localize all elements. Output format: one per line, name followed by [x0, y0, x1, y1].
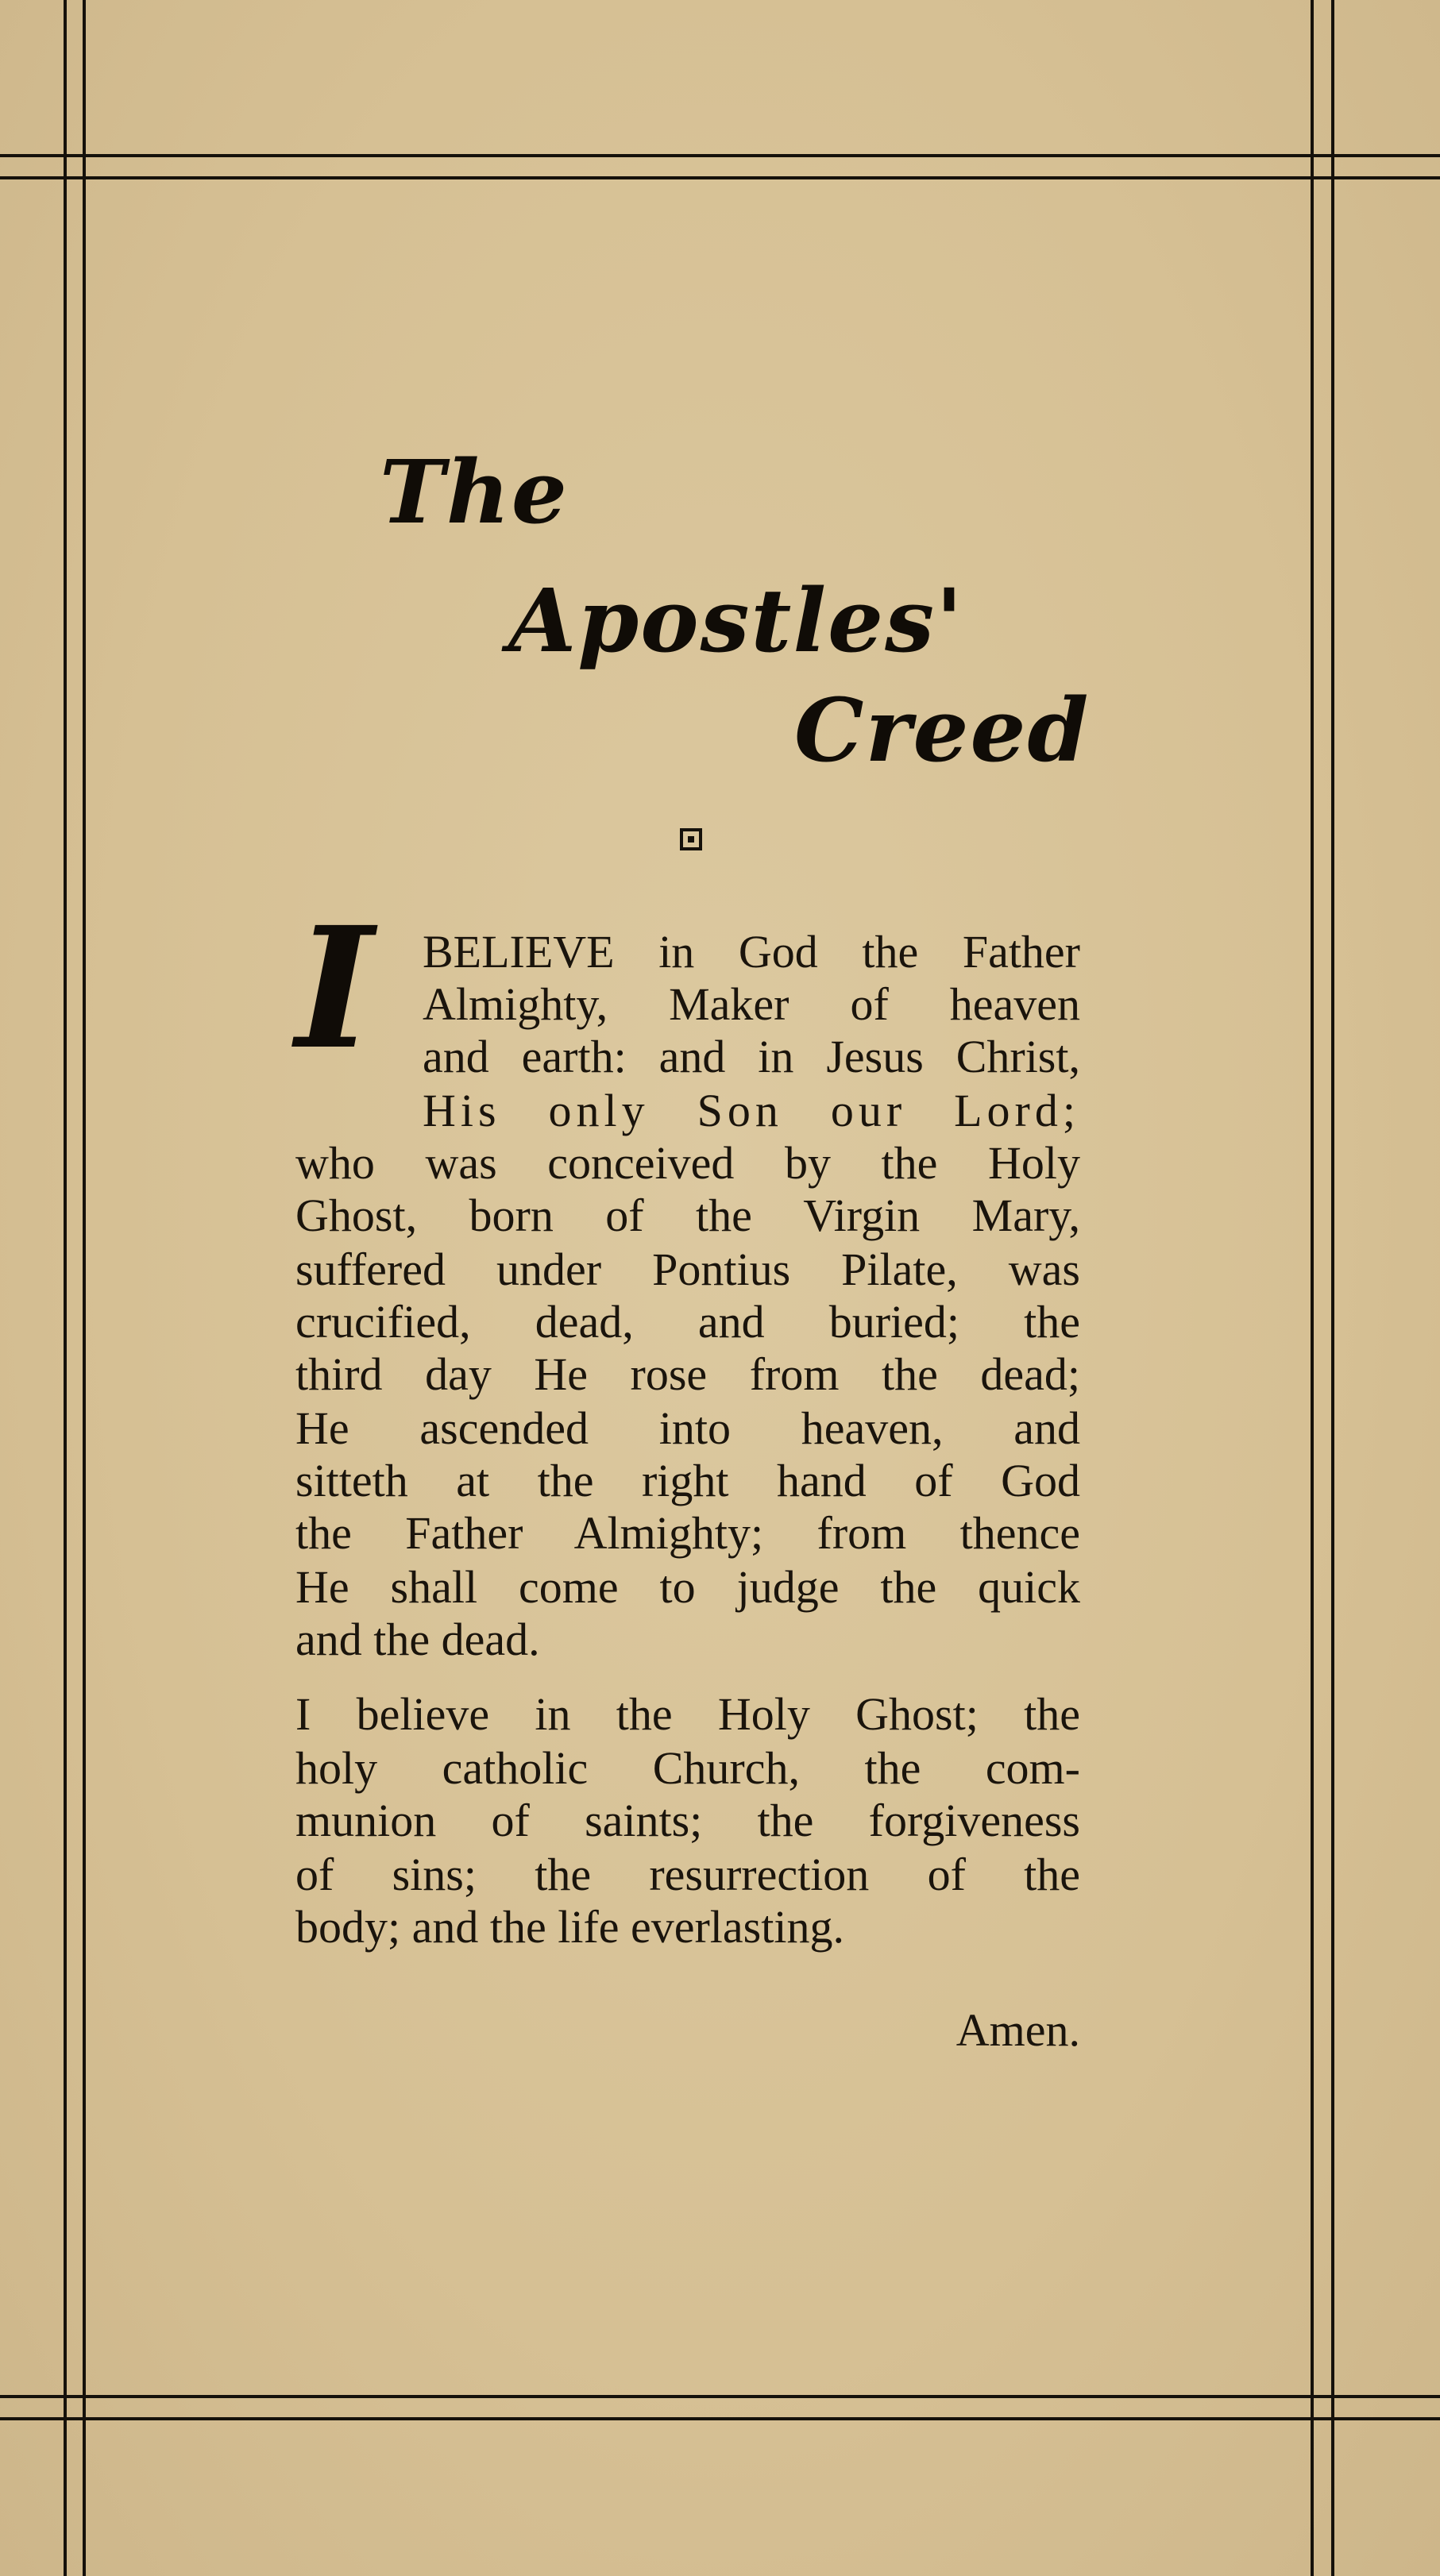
- creed-line: He shall come to judge the quick: [295, 1561, 1080, 1613]
- border-line-right-inner: [1311, 0, 1314, 2576]
- border-line-bottom-inner: [0, 2395, 1440, 2398]
- border-line-left-inner: [83, 0, 86, 2576]
- creed-line: suffered under Pontius Pilate, was: [295, 1244, 1080, 1295]
- closing-amen: Amen.: [955, 2004, 1080, 2056]
- border-line-bottom-outer: [0, 2417, 1440, 2420]
- creed-line: body; and the life everlasting.: [295, 1901, 844, 1953]
- creed-line: of sins; the resurrection of the: [295, 1849, 1080, 1900]
- creed-line: Ghost, born of the Virgin Mary,: [295, 1190, 1080, 1241]
- title-word-apostles: Apostles': [508, 569, 964, 672]
- creed-line: and the dead.: [295, 1614, 540, 1665]
- creed-line: His only Son our Lord;: [423, 1085, 1080, 1136]
- title-word-creed: Creed: [794, 679, 1091, 781]
- creed-line: Almighty, Maker of heaven: [423, 978, 1080, 1030]
- border-line-left-outer: [64, 0, 67, 2576]
- creed-line: the Father Almighty; from thence: [295, 1507, 1080, 1559]
- border-line-top-inner: [0, 176, 1440, 179]
- border-line-top-outer: [0, 154, 1440, 157]
- creed-line: He ascended into heaven, and: [295, 1402, 1080, 1454]
- creed-line: BELIEVE in God the Father: [423, 926, 1080, 978]
- creed-line: I believe in the Holy Ghost; the: [295, 1688, 1080, 1740]
- border-line-right-outer: [1331, 0, 1334, 2576]
- creed-line: and earth: and in Jesus Christ,: [423, 1031, 1080, 1082]
- creed-line: who was conceived by the Holy: [295, 1137, 1080, 1189]
- creed-line: crucified, dead, and buried; the: [295, 1296, 1080, 1348]
- square-ornament-icon: [680, 828, 702, 850]
- creed-line: holy catholic Church, the com-: [295, 1742, 1080, 1794]
- creed-line: sitteth at the right hand of God: [295, 1455, 1080, 1506]
- drop-cap-letter: I: [295, 890, 374, 1086]
- title-word-the: The: [380, 441, 569, 543]
- creed-line: third day He rose from the dead;: [295, 1348, 1080, 1400]
- creed-line: munion of saints; the forgiveness: [295, 1795, 1080, 1846]
